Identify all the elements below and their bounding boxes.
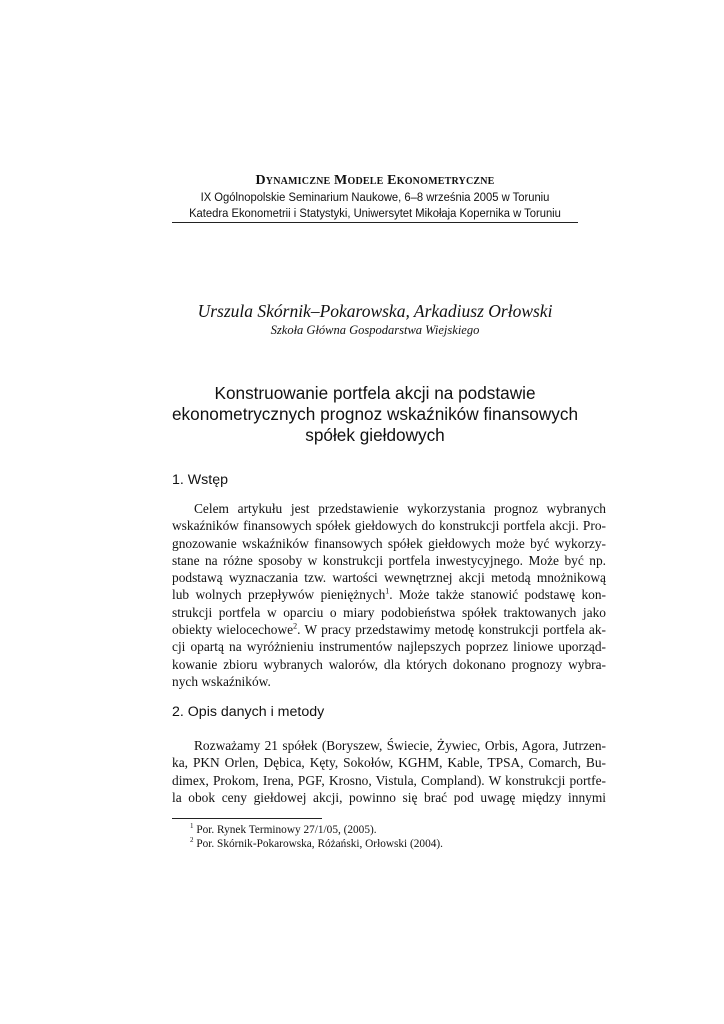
journal-title: Dynamiczne Modele Ekonometryczne [255, 173, 495, 188]
text-line: la obok ceny giełdowej akcji, powinno się brać pod uwagę między innymi [172, 789, 606, 805]
title-line: Konstruowanie portfela akcji na podstawie [214, 383, 536, 403]
text-fragment: obiekty wielocechowe [172, 622, 294, 638]
section-1-paragraph [172, 500, 606, 690]
text-fragment: . W pracy przedstawimy metodę konstrukcji portfela ak- [297, 622, 606, 638]
authors: Urszula Skórnik–Pokarowska, Arkadiusz Orłowski [197, 301, 553, 321]
footnote-ref[interactable]: 1 [385, 587, 390, 597]
text-line: gnozowanie wskaźników finansowych spółek giełdowych może być wykorzy- [172, 535, 606, 551]
footnote-mark: 1 [190, 822, 194, 831]
section-heading: 2. Opis danych i metody [172, 704, 325, 720]
text-line: nych wskaźników. [172, 673, 271, 689]
paper-title [172, 383, 578, 446]
text-line: strukcji portfela w oparciu o miary podobieństwa spółek traktowanych jako [172, 604, 606, 620]
text-line [172, 586, 606, 603]
text-line: cji opartą na wyróżnieniu instrumentów najlepszych poprzez liniowe uporząd- [172, 639, 606, 655]
text-fragment: lub wolnych przepływów pieniężnych [172, 587, 386, 603]
title-line: spółek giełdowych [305, 425, 445, 445]
text-line: Celem artykułu jest przedstawienie wykorzystania prognoz wybranych [194, 501, 606, 516]
footnote-mark: 2 [190, 836, 194, 845]
text-line: ka, PKN Orlen, Dębica, Kęty, Sokołów, KGHM, Kable, TPSA, Comarch, Bu- [172, 755, 606, 771]
text-line [172, 621, 606, 638]
text-line: stane na różne sposoby w konstrukcji portfela inwestycyjnego. Może być np. [172, 552, 606, 568]
text-line: kowanie zbioru wybranych walorów, dla których dokonano prognozy wybra- [172, 656, 606, 672]
footnotes [190, 823, 443, 851]
conference-line: IX Ogólnopolskie Seminarium Naukowe, 6–8 września 2005 w Toruniu [200, 190, 550, 204]
section-2-paragraph [172, 737, 606, 806]
header-rule [172, 222, 578, 223]
text-fragment: . Może także stanowić podstawę kon- [389, 587, 606, 603]
footnote-ref[interactable]: 2 [293, 621, 298, 631]
text-line: dimex, Prokom, Irena, PGF, Krosno, Vistula, Compland). W konstrukcji portfe- [172, 772, 606, 788]
footnote-text: Por. Rynek Terminowy 27/1/05, (2005). [196, 824, 377, 836]
footnote-text: Por. Skórnik-Pokarowska, Różański, Orłowski (2004). [196, 838, 443, 850]
footnote-rule [172, 818, 322, 819]
section-heading: 1. Wstęp [172, 472, 228, 488]
footnote [190, 837, 443, 851]
text-line: wskaźników finansowych spółek giełdowych do konstrukcji portfela akcji. Pro- [172, 518, 606, 534]
footnote [190, 823, 443, 837]
text-line: podstawą wyznaczania tzw. wartości wewnętrznej akcji metodą mnożnikową [172, 570, 606, 586]
page-header [172, 172, 578, 221]
department-line: Katedra Ekonometrii i Statystyki, Uniwersytet Mikołaja Kopernika w Toruniu [189, 206, 561, 220]
text-line: Rozważamy 21 spółek (Boryszew, Świecie, Żywiec, Orbis, Agora, Jutrzen- [194, 738, 606, 753]
title-line: ekonometrycznych prognoz wskaźników finansowych [172, 404, 579, 424]
affiliation: Szkoła Główna Gospodarstwa Wiejskiego [270, 323, 480, 337]
